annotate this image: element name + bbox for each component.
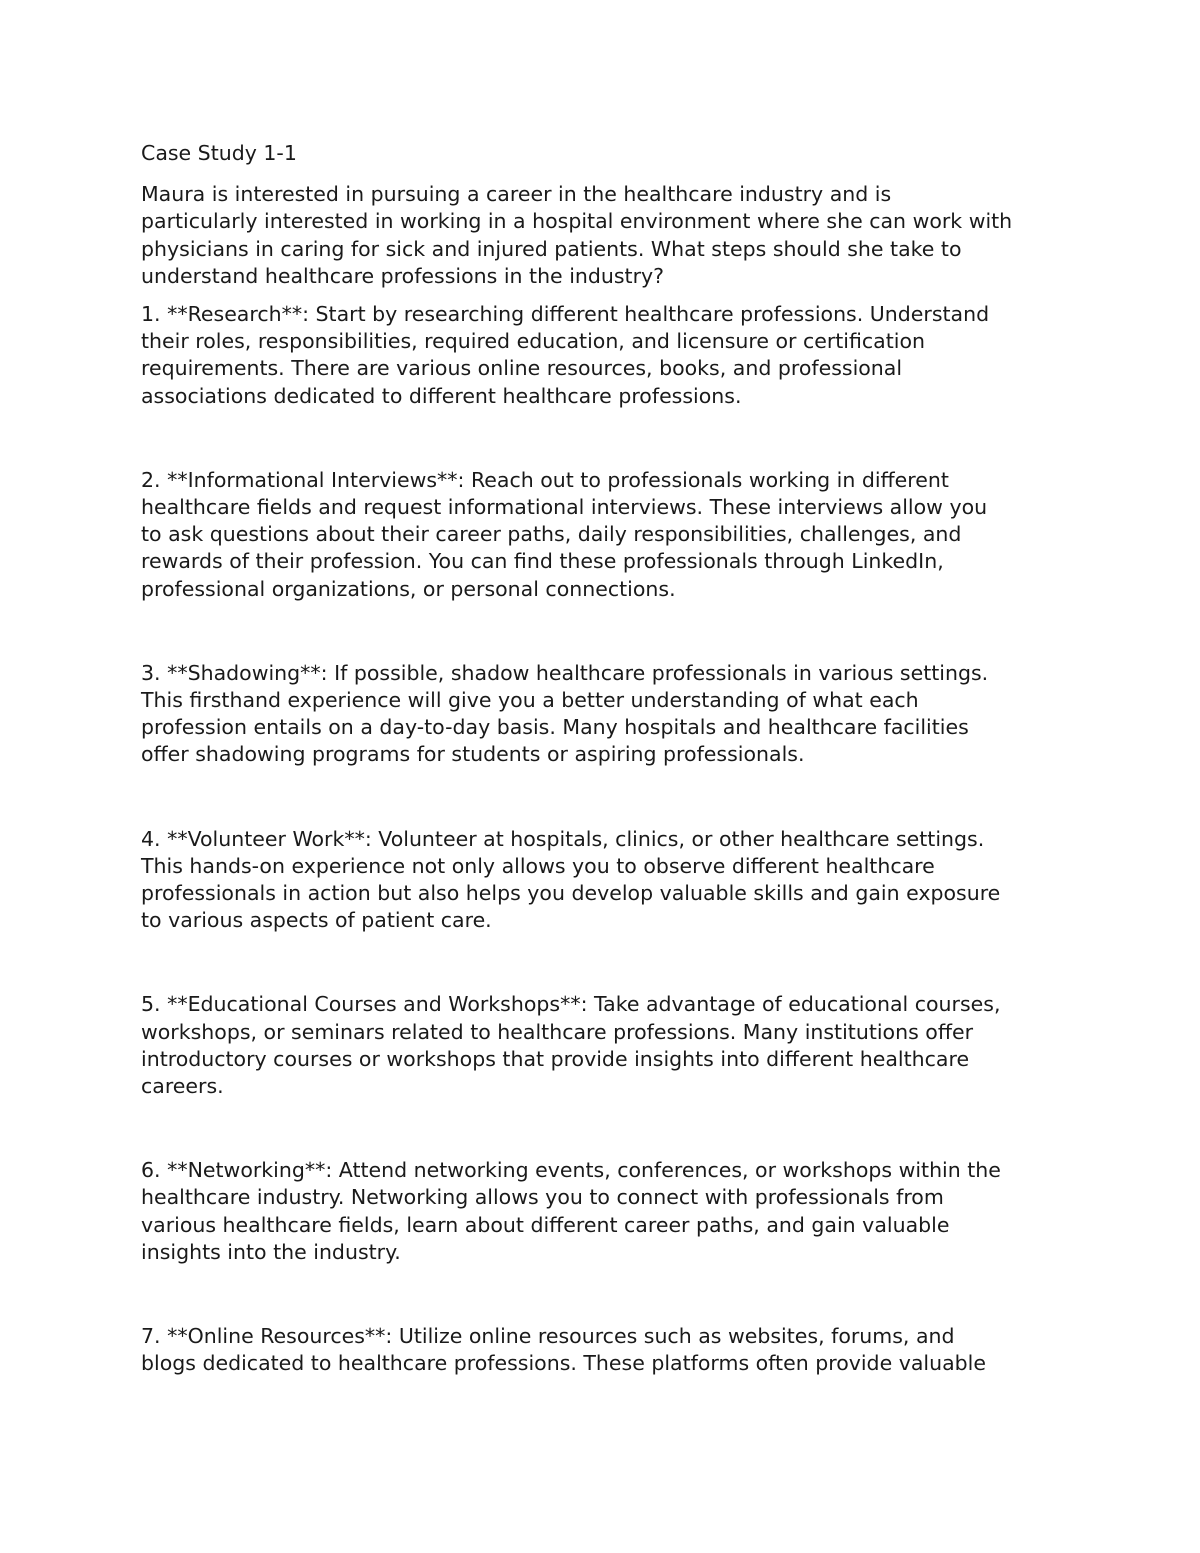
- paragraph-line: workshops, or seminars related to healthcare professions. Many institutions offer: [141, 1019, 973, 1044]
- paragraph-line: their roles, responsibilities, required education, and licensure or certification: [141, 329, 926, 354]
- paragraph-line: requirements. There are various online resources, books, and professional: [141, 356, 903, 381]
- list-item-informational-interviews: [141, 467, 1071, 603]
- list-item-educational-courses: [141, 991, 1071, 1100]
- paragraph-line: associations dedicated to different healthcare professions.: [141, 383, 742, 408]
- paragraph-line: This firsthand experience will give you a better understanding of what each: [141, 688, 919, 713]
- paragraph-line: insights into the industry.: [141, 1239, 401, 1264]
- list-item-volunteer-work: [141, 826, 1071, 935]
- intro-line: physicians in caring for sick and injured patients. What steps should she take to: [141, 236, 962, 261]
- paragraph-line: 2. **Informational Interviews**: Reach out to professionals working in different: [141, 467, 949, 492]
- paragraph-line: 6. **Networking**: Attend networking events, conferences, or workshops within the: [141, 1158, 1001, 1183]
- list-item-research: [141, 301, 1071, 410]
- paragraph-line: 1. **Research**: Start by researching different healthcare professions. Understand: [141, 302, 990, 327]
- paragraph-line: introductory courses or workshops that provide insights into different healthcare: [141, 1046, 970, 1071]
- intro-line: understand healthcare professions in the industry?: [141, 263, 665, 288]
- paragraph-line: offer shadowing programs for students or aspiring professionals.: [141, 742, 805, 767]
- paragraph-line: professional organizations, or personal connections.: [141, 576, 676, 601]
- document-body: [141, 140, 1071, 1378]
- paragraph-line: professionals in action but also helps you develop valuable skills and gain exposure: [141, 881, 1001, 906]
- intro-line: Maura is interested in pursuing a career in the healthcare industry and is: [141, 182, 892, 207]
- paragraph-line: rewards of their profession. You can find these professionals through LinkedIn,: [141, 549, 944, 574]
- paragraph-line: to ask questions about their career paths, daily responsibilities, challenges, and: [141, 522, 962, 547]
- page-title: Case Study 1-1: [141, 141, 297, 165]
- paragraph-line: careers.: [141, 1074, 224, 1099]
- paragraph-line: 7. **Online Resources**: Utilize online resources such as websites, forums, and: [141, 1324, 955, 1349]
- paragraph-line: 5. **Educational Courses and Workshops**: Take advantage of educational courses,: [141, 992, 1001, 1017]
- paragraph-line: to various aspects of patient care.: [141, 908, 492, 933]
- paragraph-line: healthcare industry. Networking allows you to connect with professionals from: [141, 1185, 944, 1210]
- list-item-networking: [141, 1157, 1071, 1266]
- paragraph-line: healthcare fields and request informational interviews. These interviews allow you: [141, 495, 988, 520]
- paragraph-line: blogs dedicated to healthcare professions. These platforms often provide valuable: [141, 1351, 986, 1376]
- paragraph-line: 4. **Volunteer Work**: Volunteer at hospitals, clinics, or other healthcare settings.: [141, 826, 985, 851]
- intro-line: particularly interested in working in a hospital environment where she can work with: [141, 209, 1013, 234]
- paragraph-line: various healthcare fields, learn about different career paths, and gain valuable: [141, 1212, 950, 1237]
- paragraph-line: 3. **Shadowing**: If possible, shadow healthcare professionals in various settings.: [141, 660, 989, 685]
- paragraph-line: This hands-on experience not only allows you to observe different healthcare: [141, 853, 935, 878]
- list-item-online-resources: [141, 1323, 1071, 1377]
- list-item-shadowing: [141, 660, 1071, 769]
- paragraph-line: profession entails on a day-to-day basis. Many hospitals and healthcare facilities: [141, 715, 969, 740]
- intro-paragraph: [141, 181, 1071, 290]
